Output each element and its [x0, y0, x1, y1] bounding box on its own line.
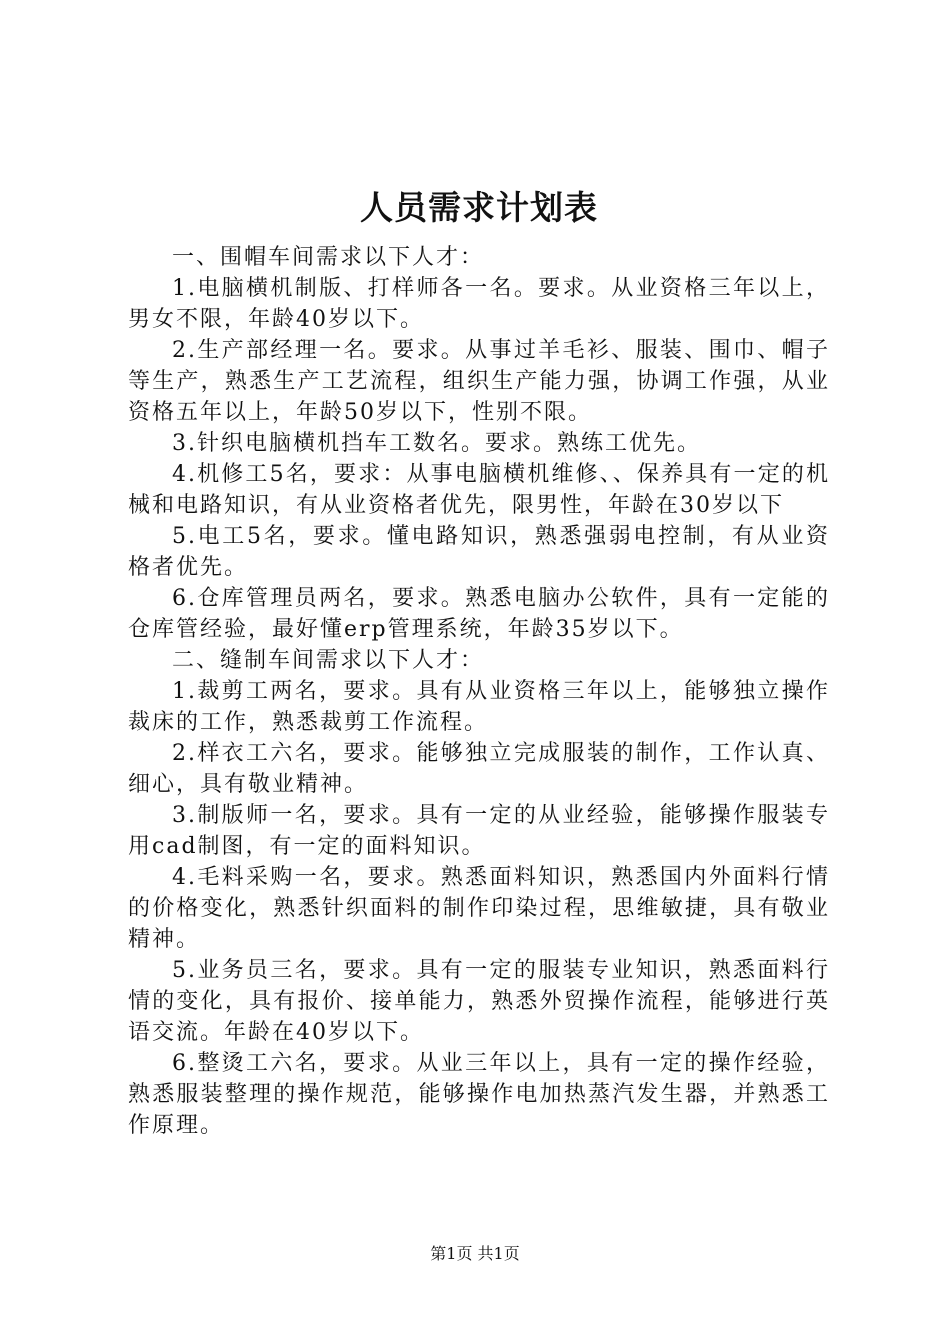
requirement-item: 1.电脑横机制版、打样师各一名。要求。从业资格三年以上，男女不限，年龄40岁以下。 — [128, 276, 830, 332]
requirement-item: 6.整烫工六名，要求。从业三年以上，具有一定的操作经验，熟悉服装整理的操作规范，能够操作电加热蒸汽发生器，并熟悉工作原理。 — [128, 1051, 830, 1138]
page-title: 人员需求计划表 — [360, 188, 598, 227]
requirement-item: 4.毛料采购一名，要求。熟悉面料知识，熟悉国内外面料行情的价格变化，熟悉针织面料的制作印染过程，思维敏捷，具有敬业精神。 — [128, 865, 830, 952]
requirement-item: 1.裁剪工两名，要求。具有从业资格三年以上，能够独立操作裁床的工作，熟悉裁剪工作流程。 — [128, 679, 830, 735]
section-heading-2: 二、缝制车间需求以下人才： — [172, 648, 485, 673]
requirement-item: 3.针织电脑横机挡车工数名。要求。熟练工优先。 — [172, 431, 701, 456]
requirement-item: 4.机修工5名，要求：从事电脑横机维修、、保养具有一定的机械和电路知识，有从业资格者优先，限男性，年龄在30岁以下 — [128, 462, 830, 518]
requirement-item: 2.生产部经理一名。要求。从事过羊毛衫、服装、围巾、帽子等生产，熟悉生产工艺流程，组织生产能力强，协调工作强，从业资格五年以上，年龄50岁以下，性别不限。 — [128, 338, 830, 425]
document-page — [128, 180, 830, 1141]
requirement-item: 6.仓库管理员两名，要求。熟悉电脑办公软件，具有一定能的仓库管经验，最好懂erp管理系统，年龄35岁以下。 — [128, 586, 830, 642]
section-heading-1: 一、围帽车间需求以下人才： — [172, 245, 485, 270]
requirement-item: 5.电工5名，要求。懂电路知识，熟悉强弱电控制，有从业资格者优先。 — [128, 524, 830, 580]
requirement-item: 2.样衣工六名，要求。能够独立完成服装的制作，工作认真、细心，具有敬业精神。 — [128, 741, 830, 797]
requirement-item: 5.业务员三名，要求。具有一定的服装专业知识，熟悉面料行情的变化，具有报价、接单能力，熟悉外贸操作流程，能够进行英语交流。年龄在40岁以下。 — [128, 958, 830, 1045]
page-footer: 第1页 共1页 — [430, 1244, 520, 1263]
requirement-item: 3.制版师一名，要求。具有一定的从业经验，能够操作服装专用cad制图，有一定的面料知识。 — [128, 803, 830, 859]
